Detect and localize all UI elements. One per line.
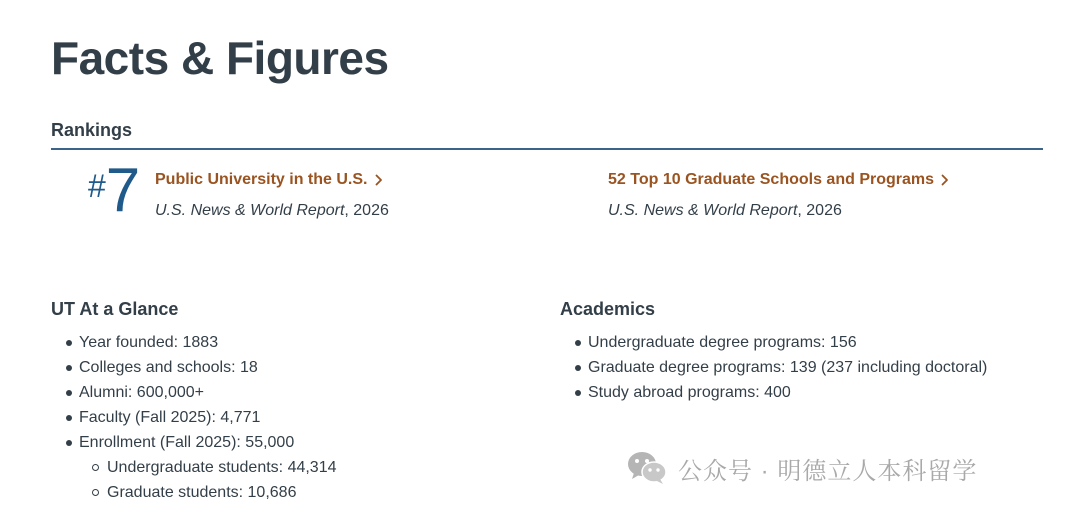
rank-hash: # xyxy=(88,168,106,204)
sublist-item: Undergraduate students: 44,314 xyxy=(79,455,337,480)
watermark-text: 公众号 · 明德立人本科留学 xyxy=(678,457,978,485)
chevron-right-icon xyxy=(375,174,383,186)
ranking-link-graduate-programs[interactable] xyxy=(608,169,949,191)
list-item: Undergraduate degree programs: 156 xyxy=(560,330,987,355)
rank-digit: 7 xyxy=(105,156,141,225)
academics-list xyxy=(560,330,987,405)
rankings-heading: Rankings xyxy=(51,120,133,140)
ranking-source xyxy=(608,200,949,222)
watermark xyxy=(626,450,977,486)
rankings-divider xyxy=(51,148,1043,150)
page-title: Facts & Figures xyxy=(51,32,389,84)
list-item: Graduate degree programs: 139 (237 including doctoral) xyxy=(560,355,987,380)
enrollment-text: Enrollment (Fall 2025): 55,000 xyxy=(79,434,295,451)
wechat-icon xyxy=(626,450,668,486)
ranking-label: Public University in the U.S. xyxy=(155,171,368,188)
list-item: Study abroad programs: 400 xyxy=(560,380,987,405)
ranking-label: 52 Top 10 Graduate Schools and Programs xyxy=(608,171,935,188)
ranking-year: , 2026 xyxy=(344,202,389,219)
enrollment-sublist xyxy=(79,455,337,505)
ranking-link-public-university[interactable] xyxy=(155,169,389,191)
glance-heading: UT At a Glance xyxy=(51,299,179,319)
sublist-item: Graduate students: 10,686 xyxy=(79,480,337,505)
ranking-item-graduate-programs xyxy=(608,169,949,222)
academics-heading: Academics xyxy=(560,299,656,319)
list-item: Colleges and schools: 18 xyxy=(51,355,337,380)
ranking-source xyxy=(155,200,389,222)
list-item: Alumni: 600,000+ xyxy=(51,380,337,405)
chevron-right-icon xyxy=(941,174,949,186)
ranking-year: , 2026 xyxy=(797,202,842,219)
ranking-item-public-university xyxy=(155,169,389,222)
rank-number xyxy=(88,158,140,224)
list-item: Year founded: 1883 xyxy=(51,330,337,355)
glance-list xyxy=(51,330,337,505)
list-item: Faculty (Fall 2025): 4,771 xyxy=(51,405,337,430)
ranking-publication: U.S. News & World Report xyxy=(155,202,345,219)
ranking-publication: U.S. News & World Report xyxy=(608,202,798,219)
list-item-enrollment xyxy=(51,430,337,505)
